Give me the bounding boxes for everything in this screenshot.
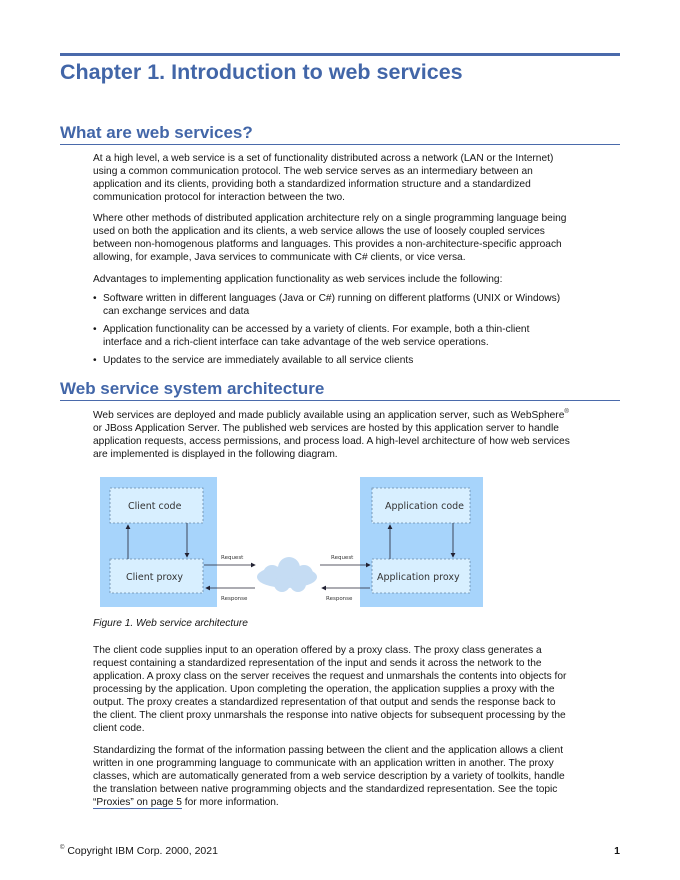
text-line: request containing a standardized representation of the input and sends it across the network to the: [93, 658, 542, 669]
text-line: output. The proxy creates a standardized representation of that output and sends the response back to: [93, 697, 556, 708]
response-label: Response: [326, 596, 353, 602]
text-line: application and its clients, providing both a standardized information structure and a standardized: [93, 179, 531, 190]
section-heading-what-are-web-services: What are web services?: [60, 123, 620, 145]
section-heading-architecture: Web service system architecture: [60, 379, 620, 401]
text-line: allowing, for example, Java services to communicate with C# clients, or vice versa.: [93, 252, 466, 263]
text-line: classes, which are automatically generated from a web service description by a variety of toolkits, handle: [93, 771, 565, 782]
text-line: processing by the application. Upon completing the operation, the application supplies a proxy with the: [93, 684, 555, 695]
text-span: Web services are deployed and made publicly available using an application server, such as WebSphere: [93, 410, 565, 421]
application-code-label: Application code: [385, 501, 465, 512]
text-span: for more information.: [181, 797, 279, 808]
response-label: Response: [221, 596, 248, 602]
text-line: Where other methods of distributed application architecture rely on a single programming language being: [93, 213, 567, 224]
paragraph-lines: [93, 744, 623, 796]
registered-mark: ®: [564, 409, 569, 415]
client-code-label: Client code: [128, 501, 182, 512]
bullet-marker: •: [93, 293, 97, 304]
text-line: the client. The client proxy unmarshals the response into native objects for subsequent processing by the: [93, 710, 566, 721]
copyright-symbol: ©: [60, 845, 65, 851]
text-line: The client code supplies input to an operation offered by a proxy class. The proxy class generates a: [93, 645, 542, 656]
application-proxy-label: Application proxy: [377, 572, 460, 583]
text-line: or JBoss Application Server. The published web services are hosted by this application server to handle: [93, 423, 559, 434]
text-line: written in one programming language to communicate with an application written in another. The proxy: [93, 758, 554, 769]
text-line: client code.: [93, 723, 145, 734]
text-line: Updates to the service are immediately available to all service clients: [103, 355, 414, 366]
text-line: can exchange services and data: [103, 306, 250, 317]
text-line: Software written in different languages (Java or C#) running on different platforms (UNIX or Windows): [103, 293, 561, 304]
text-line: the translation between native programming objects and the standardized representation. See the topic: [93, 784, 558, 795]
network-cloud-icon: [257, 557, 317, 592]
bullet-marker: •: [93, 355, 97, 366]
paragraph: [93, 744, 623, 809]
paragraph: [93, 644, 623, 735]
proxies-link[interactable]: “Proxies” on page 5: [93, 797, 182, 808]
text-line: used on both the application and its clients, a web service allows the use of loosely coupled services: [93, 226, 545, 237]
text-line: application requests, access permissions, and process load. A high-level architecture of how web services: [93, 436, 570, 447]
text-line: Standardizing the format of the information passing between the client and the application allows a client: [93, 745, 564, 756]
text-line: are implemented is displayed in the following diagram.: [93, 449, 338, 460]
copyright-text: Copyright IBM Corp. 2000, 2021: [64, 845, 218, 857]
text-line: interface and a rich-client interface can take advantage of the web service operations.: [103, 337, 489, 348]
text-line: Advantages to implementing application functionality as web services include the following:: [93, 274, 503, 285]
request-label: Request: [331, 555, 354, 561]
client-proxy-label: Client proxy: [126, 572, 184, 583]
chapter-title: Chapter 1. Introduction to web services: [60, 60, 463, 84]
text-line: [93, 796, 623, 809]
page-number: 1: [614, 845, 620, 857]
text-line: At a high level, a web service is a set of functionality distributed across a network (LAN or the Internet): [93, 153, 554, 164]
copyright-footer: [60, 845, 218, 857]
request-label: Request: [221, 555, 244, 561]
figure-caption: Figure 1. Web service architecture: [93, 618, 248, 629]
text-line: using a common communication protocol. The web service serves as an intermediary between an: [93, 166, 533, 177]
text-line: application. A proxy class on the server receives the request and unmarshals the contents into objects for: [93, 671, 567, 682]
text-line: between non-homogenous platforms and languages. This provides a non-architecture-specific approach: [93, 239, 562, 250]
bullet-marker: •: [93, 324, 97, 335]
text-line: communication protocol for interaction between the two.: [93, 192, 345, 203]
text-line: Application functionality can be accessed by a variety of clients. For example, both a thin-client: [103, 324, 530, 335]
